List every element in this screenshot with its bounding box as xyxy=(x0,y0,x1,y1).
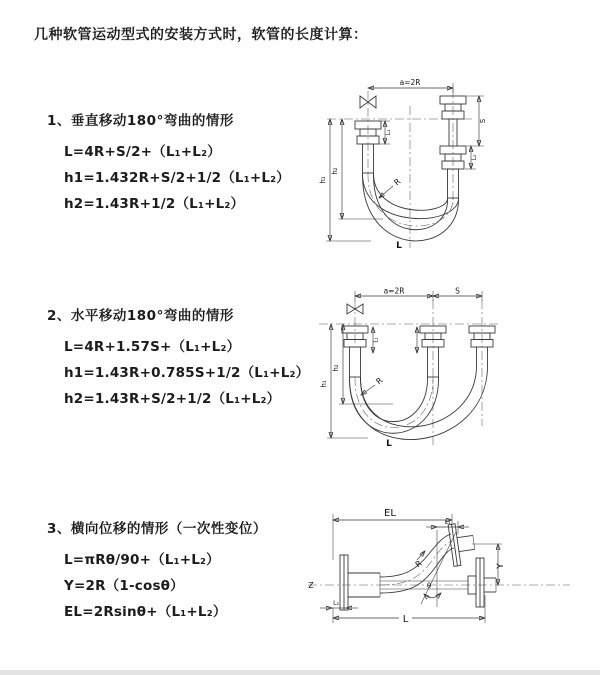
formula-line: L=πRθ/90+（L₁+L₂） xyxy=(64,552,220,568)
page-title: 几种软管运动型式的安装方式时，软管的长度计算： xyxy=(34,27,368,43)
radius-callout xyxy=(379,177,403,198)
dim-label-s: S xyxy=(455,286,460,296)
dim-label-l1: L₁ xyxy=(444,519,451,526)
dim-l1 xyxy=(373,327,417,353)
dim-label-y: Y xyxy=(496,563,506,569)
formula-line: EL=2Rsinθ+（L₁+L₂） xyxy=(64,604,227,620)
section-1-heading: 1、垂直移动180°弯曲的情形 xyxy=(47,113,234,129)
formula-line: Y=2R（1-cosθ） xyxy=(64,578,184,594)
dim-label-l1: L₁ xyxy=(373,337,380,343)
formula-line: h2=1.43R+1/2（L₁+L₂） xyxy=(64,196,245,212)
centerlines xyxy=(327,89,475,248)
dim-label-h1: h₁ xyxy=(320,380,328,388)
section-1 xyxy=(47,109,290,217)
centerline xyxy=(308,581,570,590)
section-3 xyxy=(47,517,267,625)
diagram-lateral-displacement xyxy=(300,500,600,650)
left-flange xyxy=(340,555,380,610)
section-3-formulas xyxy=(64,547,267,625)
dim-l2 xyxy=(465,146,478,169)
section-2 xyxy=(47,304,309,412)
dim-label-h2: h₂ xyxy=(331,167,339,175)
dim-el xyxy=(333,508,452,560)
length-label: L xyxy=(386,439,392,449)
dim-label-s: S xyxy=(479,118,487,124)
break-mark-label: Z xyxy=(308,581,314,590)
dim-label-a2r: a=2R xyxy=(383,286,405,296)
formula-line: h1=1.432R+S/2+1/2（L₁+L₂） xyxy=(64,170,290,186)
dim-label-l2: L₂ xyxy=(471,154,478,161)
formula-line: L=4R+1.57S+（L₁+L₂） xyxy=(64,339,241,355)
left-fitting xyxy=(342,326,368,377)
dim-a2r xyxy=(368,78,453,93)
radius-label: R xyxy=(374,375,385,387)
section-1-formulas xyxy=(64,139,290,217)
diagram-vertical-180 xyxy=(313,76,600,254)
length-label: L xyxy=(396,241,402,251)
dim-s xyxy=(467,96,487,146)
angle-label: θ xyxy=(426,582,432,590)
section-2-heading: 2、水平移动180°弯曲的情形 xyxy=(47,308,234,324)
radius-label: R xyxy=(392,176,403,188)
radius-callout xyxy=(361,376,385,395)
dim-label-l: L xyxy=(402,614,409,625)
dim-label-el: EL xyxy=(384,508,396,519)
dim-a2r xyxy=(355,287,482,302)
formula-line: h1=1.43R+0.785S+1/2（L₁+L₂） xyxy=(64,365,310,381)
right-lower-flange xyxy=(468,558,496,607)
formula-line: h2=1.43R+S/2+1/2（L₁+L₂） xyxy=(64,391,281,407)
diagram-horizontal-180 xyxy=(313,286,600,458)
dim-label-a2r: a=2R xyxy=(399,78,421,87)
dim-y xyxy=(472,544,506,585)
dim-l2 xyxy=(320,600,358,608)
dim-l1 xyxy=(426,519,469,534)
section-2-formulas xyxy=(64,334,309,412)
radius-label: R xyxy=(413,558,424,570)
formula-line: L=4R+S/2+（L₁+L₂） xyxy=(64,144,221,160)
dim-h2 xyxy=(332,324,393,404)
dim-label-h1: h₁ xyxy=(319,176,327,184)
scan-edge xyxy=(0,670,600,675)
hose-curves xyxy=(362,173,458,241)
hose-curves xyxy=(349,364,487,440)
dim-label-l1: L₁ xyxy=(385,129,392,136)
dim-label-l2: L₂ xyxy=(333,600,339,607)
dim-l xyxy=(333,595,485,625)
dim-label-h2: h₂ xyxy=(332,364,340,372)
section-3-heading: 3、横向位移的情形（一次性变位） xyxy=(47,521,267,537)
